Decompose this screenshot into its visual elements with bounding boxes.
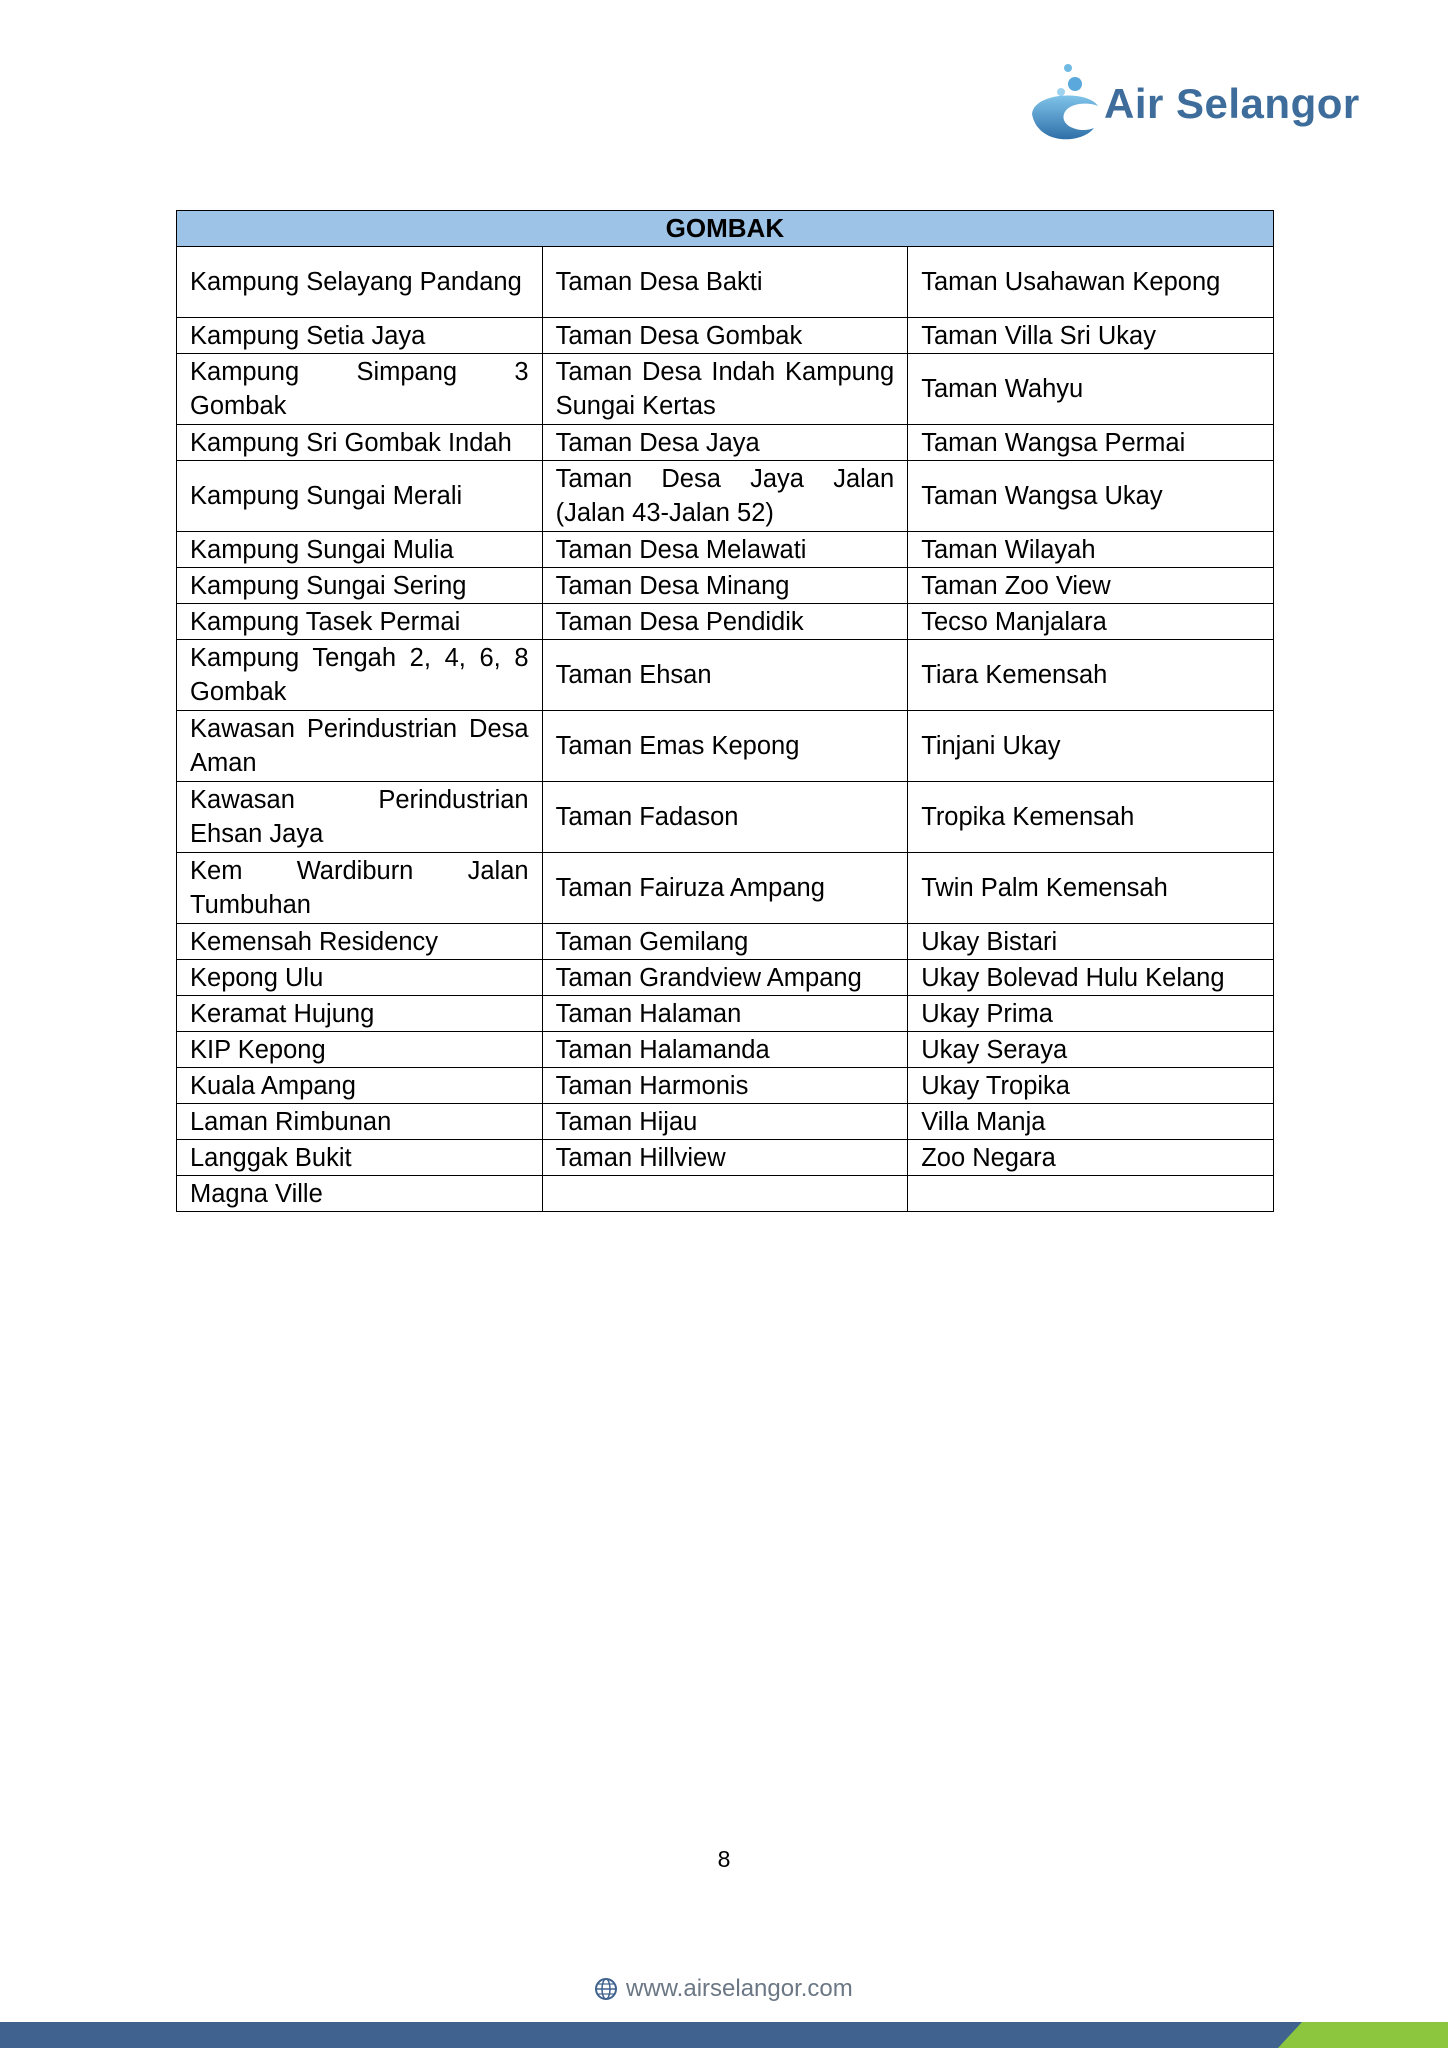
table-cell: Kampung Tasek Permai: [177, 604, 543, 640]
table-row: [177, 1068, 1274, 1104]
table-cell: Kampung Selayang Pandang: [177, 247, 543, 318]
table-cell: Taman Fairuza Ampang: [542, 853, 908, 924]
table-cell: KIP Kepong: [177, 1032, 543, 1068]
table-cell: Tinjani Ukay: [908, 711, 1274, 782]
table-cell: Kampung Tengah 2, 4, 6, 8 Gombak: [177, 640, 543, 711]
globe-icon: [594, 1977, 618, 2001]
table-cell: Taman Desa Jaya Jalan (Jalan 43-Jalan 52): [542, 461, 908, 532]
table-cell: Taman Desa Jaya: [542, 425, 908, 461]
table-cell: Taman Hillview: [542, 1140, 908, 1176]
table-row: [177, 996, 1274, 1032]
table-header-row: [177, 211, 1274, 247]
table-cell: Ukay Tropika: [908, 1068, 1274, 1104]
footer-website-text[interactable]: www.airselangor.com: [626, 1975, 853, 2002]
table-row: [177, 782, 1274, 853]
table-row: [177, 461, 1274, 532]
table-cell: Taman Wangsa Ukay: [908, 461, 1274, 532]
table-cell: Kuala Ampang: [177, 1068, 543, 1104]
table-cell: Kampung Setia Jaya: [177, 318, 543, 354]
table-cell: Kampung Sri Gombak Indah: [177, 425, 543, 461]
table-row: [177, 1176, 1274, 1212]
air-selangor-logo: [1028, 62, 1378, 148]
table-cell: Tecso Manjalara: [908, 604, 1274, 640]
table-row: [177, 568, 1274, 604]
table-cell: Kawasan Perindustrian Ehsan Jaya: [177, 782, 543, 853]
table-cell: Ukay Bistari: [908, 924, 1274, 960]
table-cell: Villa Manja: [908, 1104, 1274, 1140]
table-row: [177, 354, 1274, 425]
table-cell: Taman Gemilang: [542, 924, 908, 960]
table-row: [177, 924, 1274, 960]
table-cell: Taman Desa Minang: [542, 568, 908, 604]
logo-text: Air Selangor: [1104, 80, 1360, 127]
table-cell: Twin Palm Kemensah: [908, 853, 1274, 924]
table-cell: Taman Wahyu: [908, 354, 1274, 425]
table-cell: Tiara Kemensah: [908, 640, 1274, 711]
table-cell: Ukay Bolevad Hulu Kelang: [908, 960, 1274, 996]
table-cell: Laman Rimbunan: [177, 1104, 543, 1140]
table-cell: Taman Emas Kepong: [542, 711, 908, 782]
table-cell: [908, 1176, 1274, 1212]
table-cell: Zoo Negara: [908, 1140, 1274, 1176]
table-cell: Taman Zoo View: [908, 568, 1274, 604]
table-cell: Kem Wardiburn Jalan Tumbuhan: [177, 853, 543, 924]
table-row: [177, 604, 1274, 640]
table-cell: Ukay Seraya: [908, 1032, 1274, 1068]
table-cell: Taman Harmonis: [542, 1068, 908, 1104]
table-row: [177, 711, 1274, 782]
table-row: [177, 853, 1274, 924]
table-cell: [542, 1176, 908, 1212]
table-title: GOMBAK: [177, 211, 1274, 247]
table-cell: Kampung Simpang 3 Gombak: [177, 354, 543, 425]
table-cell: Langgak Bukit: [177, 1140, 543, 1176]
table-cell: Kampung Sungai Sering: [177, 568, 543, 604]
page-number: 8: [717, 1846, 731, 1872]
footer-bar: [0, 2022, 1448, 2048]
table-row: [177, 425, 1274, 461]
table-row: [177, 1032, 1274, 1068]
footer-website[interactable]: [594, 1974, 853, 2004]
gombak-areas-table: [176, 210, 1274, 1212]
table-cell: Taman Desa Pendidik: [542, 604, 908, 640]
table-cell: Taman Villa Sri Ukay: [908, 318, 1274, 354]
table-cell: Taman Halaman: [542, 996, 908, 1032]
table-cell: Taman Hijau: [542, 1104, 908, 1140]
table-cell: Ukay Prima: [908, 996, 1274, 1032]
table-cell: Kawasan Perindustrian Desa Aman: [177, 711, 543, 782]
table-cell: Taman Fadason: [542, 782, 908, 853]
table-cell: Taman Wilayah: [908, 532, 1274, 568]
table-row: [177, 1104, 1274, 1140]
footer-accent-stripe: [1278, 2022, 1448, 2048]
table-cell: Taman Grandview Ampang: [542, 960, 908, 996]
table-row: [177, 960, 1274, 996]
table-row: [177, 640, 1274, 711]
table-cell: Taman Desa Melawati: [542, 532, 908, 568]
table-cell: Taman Usahawan Kepong: [908, 247, 1274, 318]
table-cell: Kemensah Residency: [177, 924, 543, 960]
table-cell: Magna Ville: [177, 1176, 543, 1212]
table-cell: Taman Ehsan: [542, 640, 908, 711]
table-cell: Taman Desa Bakti: [542, 247, 908, 318]
water-drop-logo-icon: [1028, 62, 1100, 148]
table-cell: Taman Desa Gombak: [542, 318, 908, 354]
table-cell: Kampung Sungai Mulia: [177, 532, 543, 568]
table-cell: Taman Desa Indah Kampung Sungai Kertas: [542, 354, 908, 425]
table-cell: Taman Halamanda: [542, 1032, 908, 1068]
table-cell: Keramat Hujung: [177, 996, 543, 1032]
table-row: [177, 1140, 1274, 1176]
table-row: [177, 247, 1274, 318]
table-cell: Kampung Sungai Merali: [177, 461, 543, 532]
table-cell: Tropika Kemensah: [908, 782, 1274, 853]
table-row: [177, 318, 1274, 354]
table-cell: Kepong Ulu: [177, 960, 543, 996]
table-row: [177, 532, 1274, 568]
table-cell: Taman Wangsa Permai: [908, 425, 1274, 461]
